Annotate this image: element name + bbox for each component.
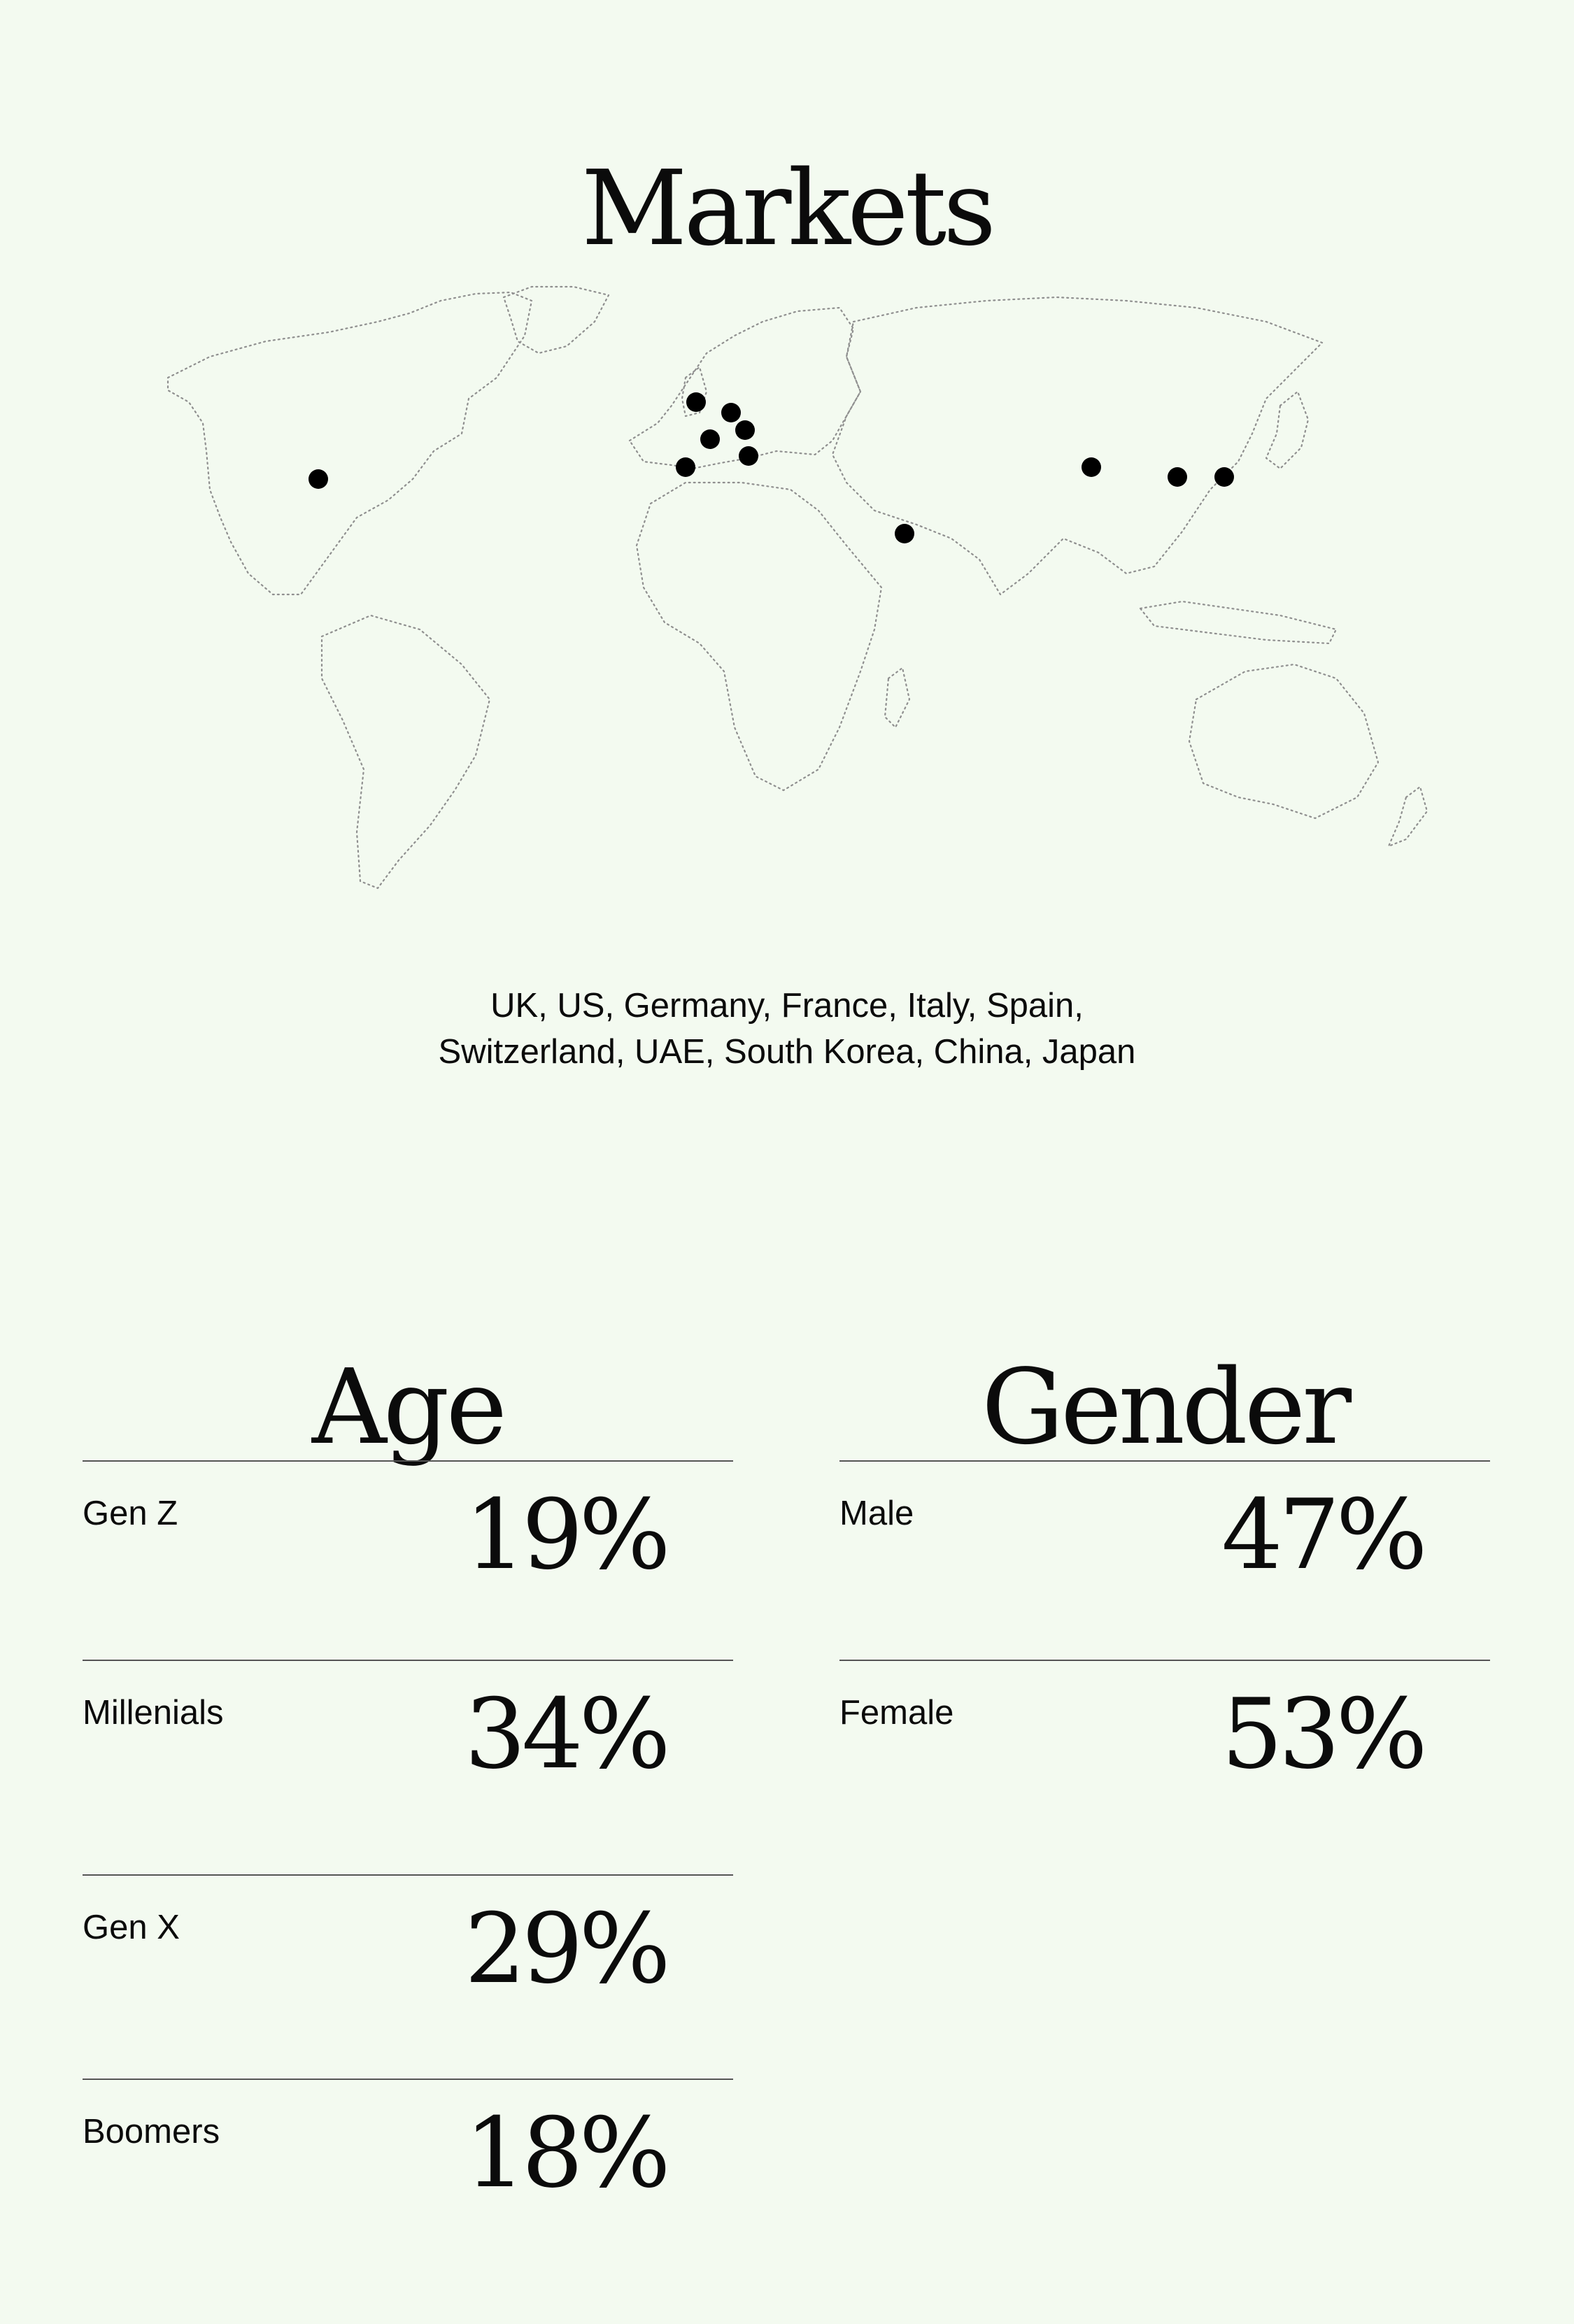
- marker-uae: [895, 524, 914, 543]
- gender-title: Gender: [981, 1346, 1349, 1467]
- age-row-gen-z: [83, 1460, 733, 1664]
- gender-row-male: [839, 1460, 1490, 1664]
- marker-uk: [686, 392, 706, 412]
- markets-list: [0, 983, 1574, 1075]
- markets-line-2: Switzerland, UAE, South Korea, China, Japan: [438, 1033, 1136, 1071]
- europe-outline: [630, 308, 860, 469]
- age-title: Age: [311, 1346, 504, 1467]
- marker-italy: [739, 446, 758, 466]
- age-row-boomers: [83, 2079, 733, 2283]
- markets-line-1: UK, US, Germany, France, Italy, Spain,: [490, 987, 1084, 1025]
- age-row-label: Gen Z: [83, 1495, 178, 1532]
- africa-outline: [637, 483, 881, 790]
- age-row-value: 34%: [465, 1678, 667, 1790]
- marker-switzerland: [735, 420, 755, 440]
- madagascar-outline: [885, 668, 909, 727]
- age-row-label: Millenials: [83, 1694, 224, 1732]
- age-row-value: 18%: [465, 2097, 667, 2209]
- marker-japan: [1214, 467, 1234, 487]
- world-map-svg: [147, 280, 1476, 902]
- south-america-outline: [322, 615, 490, 888]
- new-zealand-outline: [1389, 787, 1427, 846]
- gender-row-label: Female: [839, 1694, 954, 1732]
- japan-outline: [1266, 392, 1308, 469]
- asia-outline: [832, 297, 1322, 594]
- age-row-label: Gen X: [83, 1909, 180, 1946]
- marker-germany: [721, 403, 741, 422]
- world-map: [147, 280, 1476, 902]
- marker-spain: [676, 457, 695, 477]
- marker-south-korea: [1168, 467, 1187, 487]
- marker-china: [1082, 457, 1101, 477]
- gender-row-label: Male: [839, 1495, 914, 1532]
- age-row-gen-x: [83, 1874, 733, 2079]
- marker-us: [309, 469, 328, 489]
- marker-france: [700, 429, 720, 449]
- gender-row-female: [839, 1660, 1490, 1864]
- age-row-millenials: [83, 1660, 733, 1864]
- page-title: Markets: [581, 148, 993, 269]
- gender-row-value: 47%: [1221, 1478, 1424, 1591]
- north-america-outline: [168, 292, 532, 594]
- age-row-label: Boomers: [83, 2113, 220, 2151]
- age-row-value: 29%: [465, 1892, 667, 2005]
- australia-outline: [1189, 664, 1378, 818]
- gender-row-value: 53%: [1221, 1678, 1424, 1790]
- age-row-value: 19%: [465, 1478, 667, 1591]
- southeast-asia-islands-outline: [1140, 601, 1336, 643]
